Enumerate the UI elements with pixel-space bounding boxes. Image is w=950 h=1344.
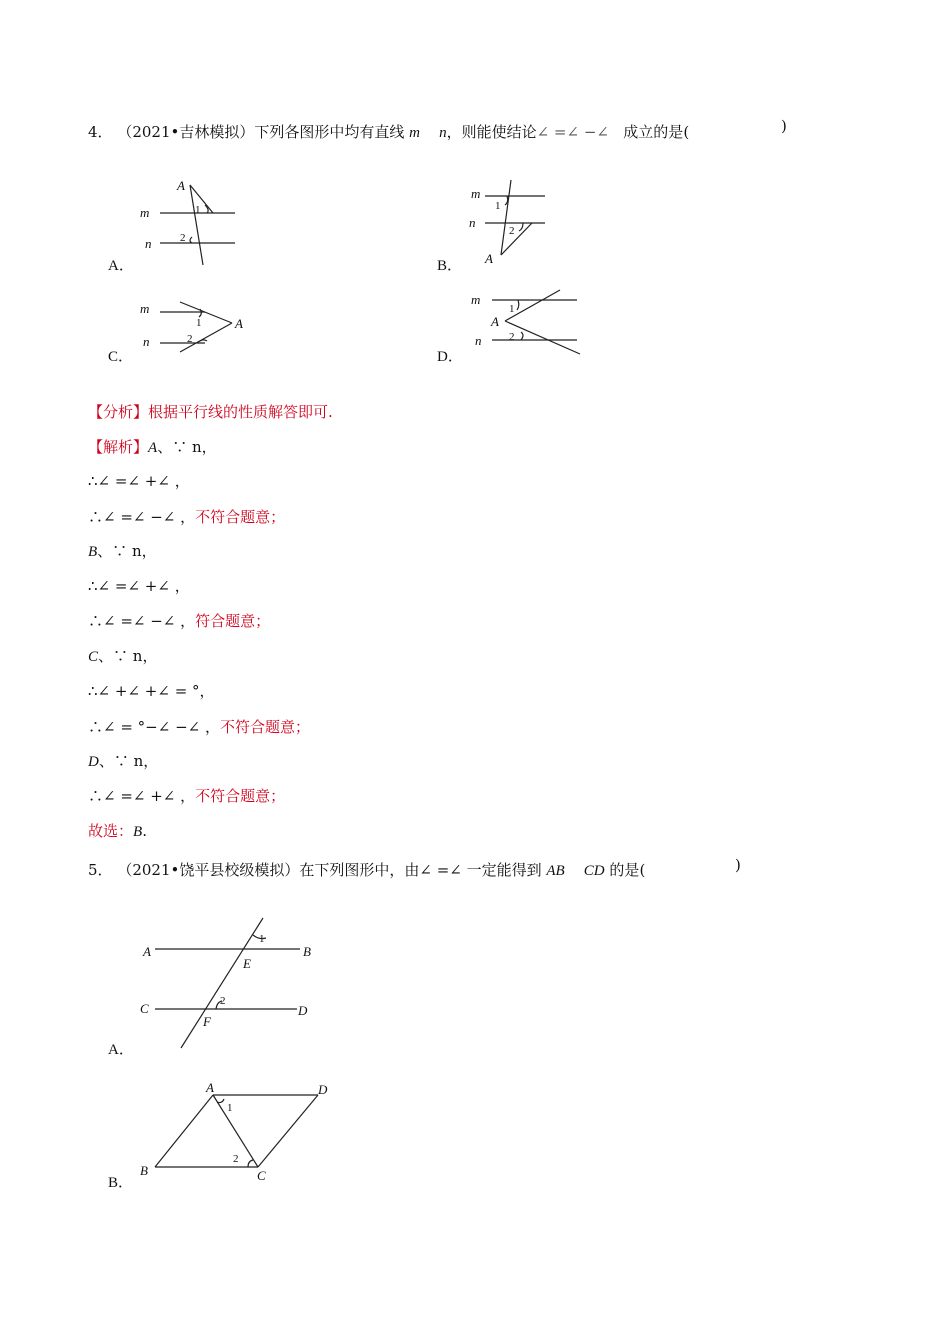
q4-angle-eq: ∠ =∠ −∠	[536, 123, 609, 141]
q4-a-label-1: 1	[195, 204, 201, 216]
q4-a-label-m: m	[140, 205, 150, 220]
q5-a-label-2: 2	[220, 995, 226, 1007]
q4-d-label-1: 1	[509, 303, 515, 315]
q5-a-label-b: B	[303, 944, 311, 959]
q5-a-label-f: F	[203, 1014, 211, 1029]
q5-a-label-e: E	[243, 956, 251, 971]
q4-number: 4．	[88, 123, 113, 141]
q4-a-label-n: n	[145, 236, 152, 251]
q4-b-label-a: A	[485, 251, 493, 266]
q4-text-after: 成立的是	[623, 123, 684, 141]
q4-m: m	[409, 125, 420, 141]
q5-ab: AB	[546, 863, 565, 879]
q5-source: （2021•饶平县校级模拟）	[117, 861, 300, 879]
solution-line-2: ∴∠ =∠ −∠ ，不符合题意；	[88, 508, 286, 526]
q5-b-label-c: C	[257, 1168, 266, 1183]
q5-stem	[88, 860, 645, 881]
q4-b-label-m: m	[471, 186, 481, 201]
q4-option-d[interactable]: D．	[437, 349, 463, 365]
q5-number: 5．	[88, 861, 113, 879]
q4-text-before: 下列各图形中均有直线	[254, 123, 405, 141]
solution-line-5: ∴∠ =∠ −∠ ，符合题意；	[88, 612, 271, 630]
q5-a-label-a: A	[143, 944, 151, 959]
solution-line-0: 【解析】A、∵ n，	[88, 438, 217, 456]
q4-c-label-n: n	[143, 334, 150, 349]
analysis-line	[88, 402, 333, 422]
q5-text-before: 在下列图形中，由∠ =∠ 一定能得到	[299, 861, 542, 879]
q4-option-b[interactable]: B．	[437, 258, 463, 274]
q4-d-label-a: A	[491, 314, 499, 329]
q5-a-label-1: 1	[259, 933, 265, 945]
solution-line-3: B、∵ n，	[88, 542, 157, 560]
analysis-tag: 【分析】	[88, 403, 149, 421]
solution-line-8: ∴∠ = °−∠ −∠ ，不符合题意；	[88, 718, 310, 736]
q5-option-b[interactable]: B．	[108, 1175, 134, 1191]
q5-b-label-1: 1	[227, 1102, 233, 1114]
solution-line-7: ∴∠ +∠ +∠ = °，	[88, 682, 215, 700]
solution-tag: 【解析】	[88, 438, 149, 456]
q4-b-label-n: n	[469, 215, 476, 230]
q4-n: n	[439, 125, 447, 141]
solution-line-1: ∴∠ =∠ +∠ ，	[88, 472, 190, 490]
q5-b-label-2: 2	[233, 1153, 239, 1165]
q4-figure-c	[135, 298, 255, 358]
solution-line-4: ∴∠ =∠ +∠ ，	[88, 577, 190, 595]
q5-option-a[interactable]: A．	[108, 1042, 134, 1058]
q5-paren-close: )	[735, 856, 741, 874]
q4-a-label-2: 2	[180, 232, 186, 244]
q4-d-label-m: m	[471, 292, 481, 307]
q5-text-after: 的是	[609, 861, 640, 879]
q4-source: （2021•吉林模拟）	[117, 123, 255, 141]
q5-b-label-a: A	[206, 1080, 214, 1095]
q4-c-label-a: A	[235, 316, 243, 331]
q4-figure-d	[465, 290, 595, 360]
q5-figure-a	[135, 912, 335, 1052]
q4-paren-open: (	[683, 123, 690, 141]
solution-conclusion: 故选：B.	[88, 822, 147, 840]
q5-a-label-c: C	[140, 1001, 149, 1016]
q4-b-label-2: 2	[509, 225, 515, 237]
q4-figure-a	[135, 175, 255, 275]
q5-a-label-d: D	[298, 1003, 308, 1018]
q4-b-label-1: 1	[495, 200, 501, 212]
q4-option-c[interactable]: C．	[108, 349, 134, 365]
q5-figure-b	[135, 1075, 355, 1185]
q4-stem	[88, 122, 689, 143]
q4-option-a[interactable]: A．	[108, 258, 134, 274]
solution-line-6: C、∵ n，	[88, 647, 158, 665]
q4-text-mid: ，则能使结论	[446, 123, 537, 141]
analysis-text: 根据平行线的性质解答即可.	[148, 403, 333, 421]
q4-c-label-m: m	[140, 301, 150, 316]
q4-figure-b	[465, 175, 585, 275]
q5-paren-open: (	[639, 861, 646, 879]
q4-d-label-2: 2	[509, 331, 515, 343]
q4-c-label-2: 2	[187, 333, 193, 345]
solution-line-9: D、∵ n，	[88, 752, 159, 770]
solution-line-10: ∴∠ =∠ +∠ ，不符合题意；	[88, 787, 286, 805]
q4-paren-close: )	[781, 117, 787, 135]
q4-a-label-a: A	[177, 178, 185, 193]
q5-b-label-d: D	[318, 1082, 328, 1097]
q4-c-label-1: 1	[196, 317, 202, 329]
q5-b-label-b: B	[140, 1163, 148, 1178]
q5-cd: CD	[583, 863, 605, 879]
q4-d-label-n: n	[475, 333, 482, 348]
